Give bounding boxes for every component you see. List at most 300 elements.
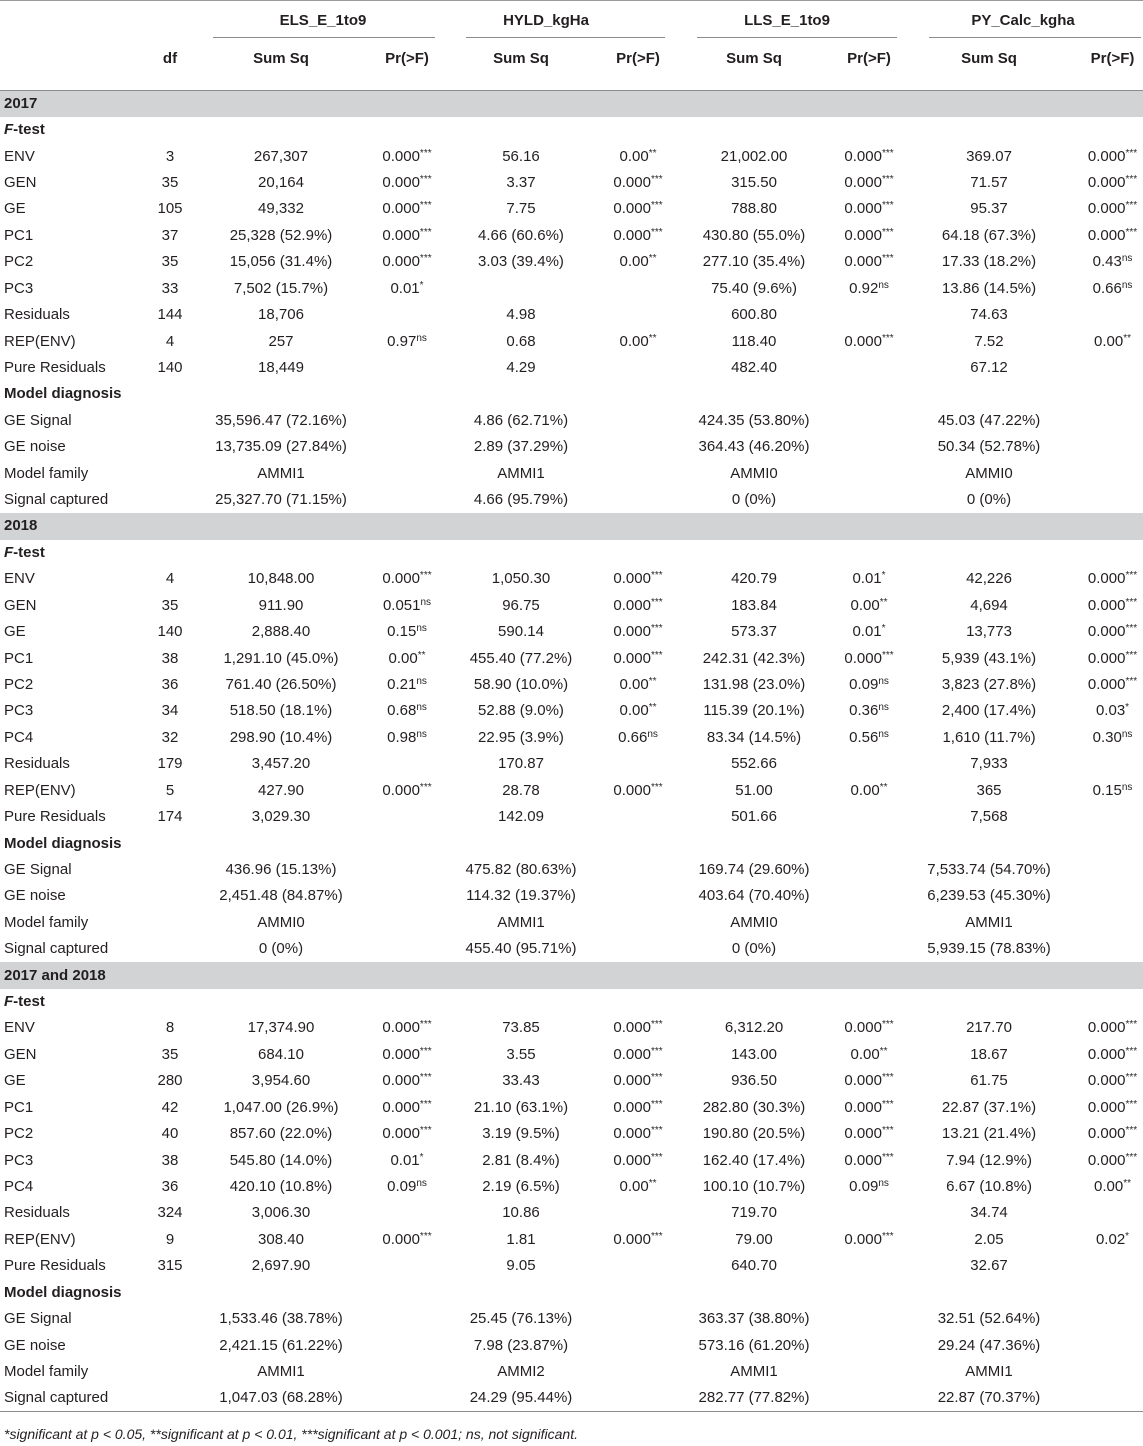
df-cell: 33 [161, 279, 179, 297]
anova-row [0, 1095, 1143, 1121]
sum-sq-cell: 298.90 (10.4%) [229, 728, 333, 746]
diagnosis-row [0, 1332, 1143, 1358]
sum-sq-cell: 21,002.00 [720, 147, 788, 165]
p-value-cell [362, 804, 452, 830]
diagnosis-value-cell: 2,421.15 (61.22%) [219, 1336, 343, 1354]
empty-cell [140, 1385, 200, 1411]
sum-sq-header: Sum Sq [452, 39, 590, 91]
significance-marker: *** [419, 1230, 432, 1242]
empty-cell [1062, 1359, 1143, 1385]
p-value-cell: $0.66^{ns}$ [1092, 279, 1133, 297]
sum-sq-cell: 2,400 (17.4%) [941, 702, 1037, 720]
p-value-cell [590, 302, 686, 328]
p-value-cell: 0.000*** [382, 1098, 432, 1116]
p-value-cell [822, 302, 916, 328]
p-value-cell: 0.00** [619, 253, 657, 271]
section-band-row [0, 91, 1143, 117]
model-diagnosis-heading-row [0, 1279, 1143, 1305]
group-header-row [0, 1, 1143, 39]
anova-row [0, 777, 1143, 803]
diagnosis-row [0, 434, 1143, 460]
significance-marker: ns [878, 702, 889, 714]
sum-sq-cell: 61.75 [970, 1072, 1008, 1090]
significance-marker: *** [881, 173, 894, 185]
significance-marker: *** [1125, 596, 1138, 608]
sum-sq-cell: 33.43 [502, 1072, 540, 1090]
diagnosis-value-cell: AMMI1 [257, 464, 305, 482]
significance-marker: *** [881, 332, 894, 344]
p-value-cell: 0.000*** [1087, 147, 1138, 165]
sum-sq-cell: 20,164 [258, 173, 304, 191]
significance-marker: ns [878, 675, 889, 687]
p-value-cell: 0.00** [619, 1178, 657, 1195]
p-value-cell: $0.36^{ns}$ [849, 702, 889, 720]
p-value-cell: $0.21^{ns}$ [387, 675, 427, 693]
df-cell: 144 [157, 306, 183, 324]
p-value-cell: 0.00** [850, 781, 888, 799]
significance-marker: ** [1123, 1178, 1132, 1189]
sum-sq-cell: 2,697.90 [251, 1257, 311, 1275]
p-value-cell: 0.000*** [382, 173, 432, 191]
row-label: GEN [4, 596, 37, 614]
significance-marker: *** [419, 1045, 432, 1057]
sum-sq-cell: 170.87 [498, 755, 544, 773]
significance-marker: *** [1125, 1045, 1138, 1057]
significance-marker: * [881, 570, 886, 582]
diagnosis-value-cell: 2,451.48 (84.87%) [219, 887, 343, 905]
sum-sq-cell: 0.68 [506, 332, 536, 350]
p-value-cell: 0.000*** [1087, 1072, 1138, 1090]
sum-sq-cell: 13.21 (21.4%) [941, 1125, 1037, 1143]
sum-sq-cell: 282.80 (30.3%) [702, 1098, 806, 1116]
empty-cell [822, 487, 916, 513]
significance-marker: ns [647, 728, 658, 740]
section-title: 2017 [0, 91, 1143, 117]
sum-sq-cell: 75.40 (9.6%) [711, 279, 797, 297]
p-value-cell: 0.000*** [613, 781, 663, 799]
diagnosis-value-cell: 24.29 (95.44%) [452, 1385, 590, 1411]
p-value-cell: 0.000*** [1087, 675, 1138, 693]
sum-sq-cell: 369.07 [966, 147, 1012, 165]
sum-sq-cell: 518.50 (18.1%) [229, 702, 333, 720]
p-value-cell: 0.000*** [382, 200, 432, 218]
df-cell: 140 [157, 623, 183, 641]
diagnosis-value-cell: 7.98 (23.87%) [473, 1336, 569, 1354]
df-cell: 5 [165, 781, 175, 799]
p-value-cell [590, 751, 686, 777]
p-value-cell: 0.00** [619, 675, 657, 693]
empty-cell [590, 1306, 686, 1332]
df-cell: 3 [165, 147, 175, 165]
p-value-cell: 0.000*** [613, 1230, 663, 1248]
row-label: PC1 [4, 226, 34, 244]
model-diagnosis-heading: Model diagnosis [4, 834, 122, 852]
group-header-lls [686, 1, 916, 39]
p-value-cell: 0.000*** [382, 1072, 432, 1090]
p-value-cell: 0.00** [619, 147, 657, 165]
df-cell: 4 [165, 570, 175, 588]
sum-sq-cell: 58.90 (10.0%) [473, 675, 569, 693]
diagnosis-value-cell: 282.77 (77.82%) [686, 1385, 822, 1411]
sum-sq-cell: 17,374.90 [247, 1019, 315, 1037]
sum-sq-header: Sum Sq [686, 39, 822, 91]
section-band-row [0, 513, 1143, 539]
row-label: PC2 [4, 675, 34, 693]
significance-marker: *** [1125, 1125, 1138, 1137]
p-value-cell: 0.000*** [382, 1019, 432, 1037]
empty-cell [1062, 1306, 1143, 1332]
diagnosis-value-cell: 29.24 (47.36%) [937, 1336, 1041, 1354]
sum-sq-cell: 10,848.00 [247, 570, 315, 588]
empty-cell [822, 910, 916, 936]
row-label: PC3 [4, 279, 34, 297]
p-value-cell: 0.000*** [382, 781, 432, 799]
empty-cell [140, 408, 200, 434]
sum-sq-cell: 427.90 [258, 781, 304, 799]
significance-marker: ** [648, 253, 657, 265]
p-value-cell [1062, 355, 1143, 381]
significance-marker: ** [417, 649, 426, 661]
diagnosis-value-cell: 13,735.09 (27.84%) [215, 438, 347, 456]
sum-sq-cell: 7,933 [970, 755, 1008, 773]
sum-sq-cell: 73.85 [502, 1019, 540, 1037]
p-value-cell: 0.000*** [382, 570, 432, 588]
sum-sq-cell: 4,694 [970, 596, 1008, 614]
section-title: 2017 and 2018 [0, 962, 1143, 988]
p-value-cell: 0.000*** [844, 226, 894, 244]
sum-sq-cell: 420.10 (10.8%) [229, 1178, 333, 1195]
pr-f-header: Pr(>F) [590, 39, 686, 91]
p-value-cell [1062, 804, 1143, 830]
sum-sq-cell: 4.29 [506, 358, 536, 376]
significance-marker: ** [1123, 332, 1132, 344]
p-value-cell: 0.000*** [844, 253, 894, 271]
row-label: PC2 [4, 253, 34, 271]
diagnosis-row [0, 1359, 1143, 1385]
p-value-cell [1062, 1253, 1143, 1279]
sum-sq-cell: 640.70 [731, 1257, 777, 1275]
significance-marker: *** [650, 623, 663, 635]
diagnosis-value-cell: AMMI1 [965, 913, 1013, 931]
p-value-cell: 0.000*** [844, 649, 894, 667]
sum-sq-cell: 18,449 [258, 358, 304, 376]
p-value-cell: 0.000*** [1087, 200, 1138, 218]
significance-marker: *** [881, 147, 894, 159]
diagnosis-value-cell: 403.64 (70.40%) [698, 887, 810, 905]
row-label: Residuals [4, 755, 70, 773]
sum-sq-header: Sum Sq [916, 39, 1062, 91]
sum-sq-cell: 684.10 [258, 1045, 304, 1063]
empty-cell [140, 936, 200, 962]
p-value-cell: 0.000*** [613, 570, 663, 588]
significance-marker: *** [419, 1072, 432, 1084]
df-cell: 280 [157, 1072, 183, 1090]
sum-sq-cell: 183.84 [731, 596, 777, 614]
pr-f-header: Pr(>F) [822, 39, 916, 91]
row-label: Model family [4, 1362, 89, 1380]
p-value-cell: $0.66^{ns}$ [618, 728, 658, 746]
diagnosis-value-cell: 169.74 (29.60%) [698, 860, 810, 878]
diagnosis-value-cell: 475.82 (80.63%) [465, 860, 577, 878]
p-value-cell: 0.000*** [844, 147, 894, 165]
row-label: GE Signal [4, 1310, 72, 1328]
row-label: GE [4, 1072, 26, 1090]
anova-row [0, 275, 1143, 301]
significance-marker: *** [650, 200, 663, 212]
sum-sq-cell: 74.63 [970, 306, 1008, 324]
row-label: GE Signal [4, 860, 72, 878]
df-cell: 42 [161, 1098, 179, 1116]
row-label: PC4 [4, 728, 34, 746]
sum-sq-cell: 5,939 (43.1%) [941, 649, 1037, 667]
df-cell: 40 [161, 1125, 179, 1143]
empty-cell [362, 1359, 452, 1385]
empty-cell [822, 1385, 916, 1411]
empty-cell [362, 434, 452, 460]
sum-sq-cell: 242.31 (42.3%) [702, 649, 806, 667]
empty-cell [140, 487, 200, 513]
group-header-py [916, 1, 1143, 39]
sum-sq-cell: 6,312.20 [724, 1019, 784, 1037]
sum-sq-cell: 545.80 (14.0%) [229, 1151, 333, 1169]
significance-marker: *** [881, 649, 894, 661]
sum-sq-cell: 217.70 [966, 1019, 1012, 1037]
p-value-cell: 0.000*** [613, 173, 663, 191]
p-value-cell: 0.000*** [613, 596, 663, 614]
empty-cell [590, 460, 686, 486]
diagnosis-value-cell: 2.89 (37.29%) [473, 438, 569, 456]
sum-sq-cell: 4.66 (60.6%) [478, 226, 564, 244]
sum-sq-cell: 142.09 [498, 808, 544, 826]
row-label: Signal captured [4, 940, 109, 958]
row-label: Pure Residuals [4, 358, 106, 376]
blank-header-cell [140, 1, 200, 39]
pr-f-header: Pr(>F) [362, 39, 452, 91]
p-value-cell: 0.000*** [1087, 1151, 1138, 1169]
diagnosis-row [0, 408, 1143, 434]
p-value-cell [590, 804, 686, 830]
p-value-cell: 0.00** [619, 702, 657, 720]
row-label: ENV [4, 1019, 35, 1037]
row-label: PC1 [4, 1098, 34, 1116]
significance-marker: *** [881, 1098, 894, 1110]
row-label: ENV [4, 570, 35, 588]
empty-cell [1062, 460, 1143, 486]
diagnosis-value-cell: 114.32 (19.37%) [466, 887, 576, 905]
significance-marker: *** [650, 1072, 663, 1084]
sum-sq-cell: 67.12 [970, 358, 1008, 376]
anova-row [0, 698, 1143, 724]
sum-sq-cell: 3,954.60 [251, 1072, 311, 1090]
anova-row [0, 1200, 1143, 1226]
significance-marker: *** [419, 1019, 432, 1031]
sum-sq-cell: 1,291.10 (45.0%) [223, 649, 339, 667]
p-value-cell: 0.01* [852, 570, 886, 588]
significance-marker: * [1125, 1230, 1130, 1242]
row-label: PC3 [4, 1151, 34, 1169]
sum-sq-cell: 857.60 (22.0%) [229, 1125, 333, 1143]
row-label: GE noise [4, 887, 66, 905]
df-cell: 36 [161, 1178, 179, 1195]
sum-sq-cell: 17.33 (18.2%) [941, 253, 1037, 271]
p-value-cell [590, 1253, 686, 1279]
significance-marker: *** [650, 226, 663, 238]
sum-sq-cell: 2.05 [974, 1230, 1004, 1248]
p-value-cell: $0.43^{ns}$ [1092, 253, 1133, 271]
table-header [0, 1, 1143, 91]
significance-marker: ** [879, 596, 888, 608]
anova-row [0, 223, 1143, 249]
empty-cell [1062, 434, 1143, 460]
sum-sq-cell: 83.34 (14.5%) [706, 728, 802, 746]
p-value-cell: 0.000*** [613, 623, 663, 641]
empty-cell [590, 936, 686, 962]
anova-row [0, 619, 1143, 645]
p-value-cell [822, 751, 916, 777]
group-header-els [200, 1, 452, 39]
row-label: Model family [4, 913, 89, 931]
p-value-cell: 0.01* [390, 1151, 424, 1169]
diagnosis-value-cell: 0 (0%) [731, 491, 777, 509]
empty-cell [822, 434, 916, 460]
significance-marker: *** [419, 226, 432, 238]
sum-sq-cell: 482.40 [731, 358, 777, 376]
sum-sq-cell: 22.95 (3.9%) [478, 728, 564, 746]
df-cell: 38 [161, 1151, 179, 1169]
empty-cell [140, 1306, 200, 1332]
empty-cell [362, 1332, 452, 1358]
anova-row [0, 804, 1143, 830]
sum-sq-cell: 25,328 (52.9%) [229, 226, 333, 244]
p-value-cell: 0.02* [1095, 1230, 1130, 1248]
empty-cell [1062, 857, 1143, 883]
section-title: 2018 [0, 513, 1143, 539]
empty-cell [590, 434, 686, 460]
sum-sq-cell: 3,457.20 [251, 755, 311, 773]
significance-marker: ns [416, 675, 427, 687]
df-cell: 38 [161, 649, 179, 667]
sum-sq-cell: 1.81 [506, 1230, 536, 1248]
diagnosis-value-cell: 7,533.74 (54.70%) [927, 860, 1051, 878]
significance-marker: *** [1125, 1019, 1138, 1031]
sum-sq-cell: 143.00 [731, 1045, 777, 1063]
sum-sq-cell: 308.40 [258, 1230, 304, 1248]
f-test-heading-row [0, 989, 1143, 1015]
significance-marker: *** [1125, 1072, 1138, 1084]
p-value-cell: 0.000*** [613, 1019, 663, 1037]
p-value-cell [590, 1200, 686, 1226]
p-value-cell: 0.000*** [382, 1125, 432, 1143]
row-label: PC4 [4, 1178, 34, 1195]
sum-sq-cell: 600.80 [731, 306, 777, 324]
row-label: PC3 [4, 702, 34, 720]
p-value-cell: 0.000*** [1087, 1019, 1138, 1037]
sum-sq-cell: 7.94 (12.9%) [946, 1151, 1032, 1169]
p-value-cell [590, 355, 686, 381]
df-cell: 35 [161, 173, 179, 191]
p-value-cell: 0.000*** [1087, 1045, 1138, 1063]
sum-sq-cell: 28.78 [502, 781, 540, 799]
p-value-cell [1062, 1200, 1143, 1226]
diagnosis-value-cell: 436.96 (15.13%) [225, 860, 337, 878]
diagnosis-value-cell: 25,327.70 (71.15%) [215, 491, 347, 509]
anova-row [0, 143, 1143, 169]
diagnosis-row [0, 487, 1143, 513]
significance-marker: ns [416, 702, 427, 714]
significance-marker: ns [416, 1178, 427, 1189]
diagnosis-value-cell: 573.16 (61.20%) [698, 1336, 810, 1354]
sum-sq-cell: 365 [976, 781, 1002, 799]
significance-marker: * [1125, 702, 1130, 714]
p-value-cell: 0.00** [619, 332, 657, 350]
p-value-cell: 0.000*** [1087, 1098, 1138, 1116]
p-value-cell: 0.000*** [1087, 173, 1138, 191]
p-value-cell [822, 804, 916, 830]
blank-header-cell [0, 39, 140, 91]
diagnosis-value-cell: 35,596.47 (72.16%) [215, 411, 347, 429]
p-value-cell: $0.97^{ns}$ [387, 332, 427, 350]
sum-sq-cell: 501.66 [731, 808, 777, 826]
df-cell: 4 [165, 332, 175, 350]
df-cell: 324 [157, 1204, 183, 1222]
section-band-row [0, 962, 1143, 988]
sum-sq-cell: 267,307 [253, 147, 309, 165]
significance-marker: * [419, 1151, 424, 1163]
significance-marker: ns [878, 1178, 889, 1189]
p-value-cell: 0.000*** [382, 226, 432, 244]
df-cell: 315 [157, 1257, 183, 1275]
sum-sq-cell: 4.98 [506, 306, 536, 324]
significance-marker: ns [420, 596, 432, 608]
sum-sq-cell: 22.87 (37.1%) [941, 1098, 1037, 1116]
anova-row [0, 1068, 1143, 1094]
sum-sq-cell: 100.10 (10.7%) [702, 1178, 806, 1195]
sum-sq-cell: 96.75 [502, 596, 540, 614]
group-title: PY_Calc_kgha [971, 12, 1075, 29]
empty-cell [1062, 936, 1143, 962]
df-cell: 105 [157, 200, 183, 218]
p-value-cell [822, 355, 916, 381]
p-value-cell: 0.000*** [382, 253, 432, 271]
sum-sq-cell: 3.03 (39.4%) [478, 253, 564, 271]
p-value-cell [1062, 302, 1143, 328]
p-value-cell [1062, 751, 1143, 777]
significance-marker: *** [650, 1098, 663, 1110]
diagnosis-value-cell: 424.35 (53.80%) [698, 411, 810, 429]
diagnosis-value-cell: 4.86 (62.71%) [473, 411, 569, 429]
f-test-heading-row [0, 117, 1143, 143]
anova-row [0, 328, 1143, 354]
significance-marker: ns [878, 728, 889, 740]
p-value-cell [362, 355, 452, 381]
model-diagnosis-heading-row [0, 381, 1143, 407]
significance-marker: *** [1125, 570, 1138, 582]
significance-marker: ** [648, 1178, 657, 1189]
significance-marker: *** [419, 570, 432, 582]
p-value-cell: 0.000*** [844, 1230, 894, 1248]
diagnosis-value-cell: AMMI1 [965, 1362, 1013, 1380]
diagnosis-value-cell: 364.43 (46.20%) [698, 438, 810, 456]
diagnosis-row [0, 936, 1143, 962]
p-value-cell: 0.00** [1094, 1178, 1132, 1195]
p-value-cell: 0.000*** [1087, 623, 1138, 641]
p-value-cell: $0.68^{ns}$ [387, 702, 427, 720]
p-value-cell: 0.03* [1095, 702, 1130, 720]
df-cell: 36 [161, 675, 179, 693]
row-label: REP(ENV) [4, 332, 76, 350]
sum-sq-cell: 3,823 (27.8%) [941, 675, 1037, 693]
row-label: ENV [4, 147, 35, 165]
